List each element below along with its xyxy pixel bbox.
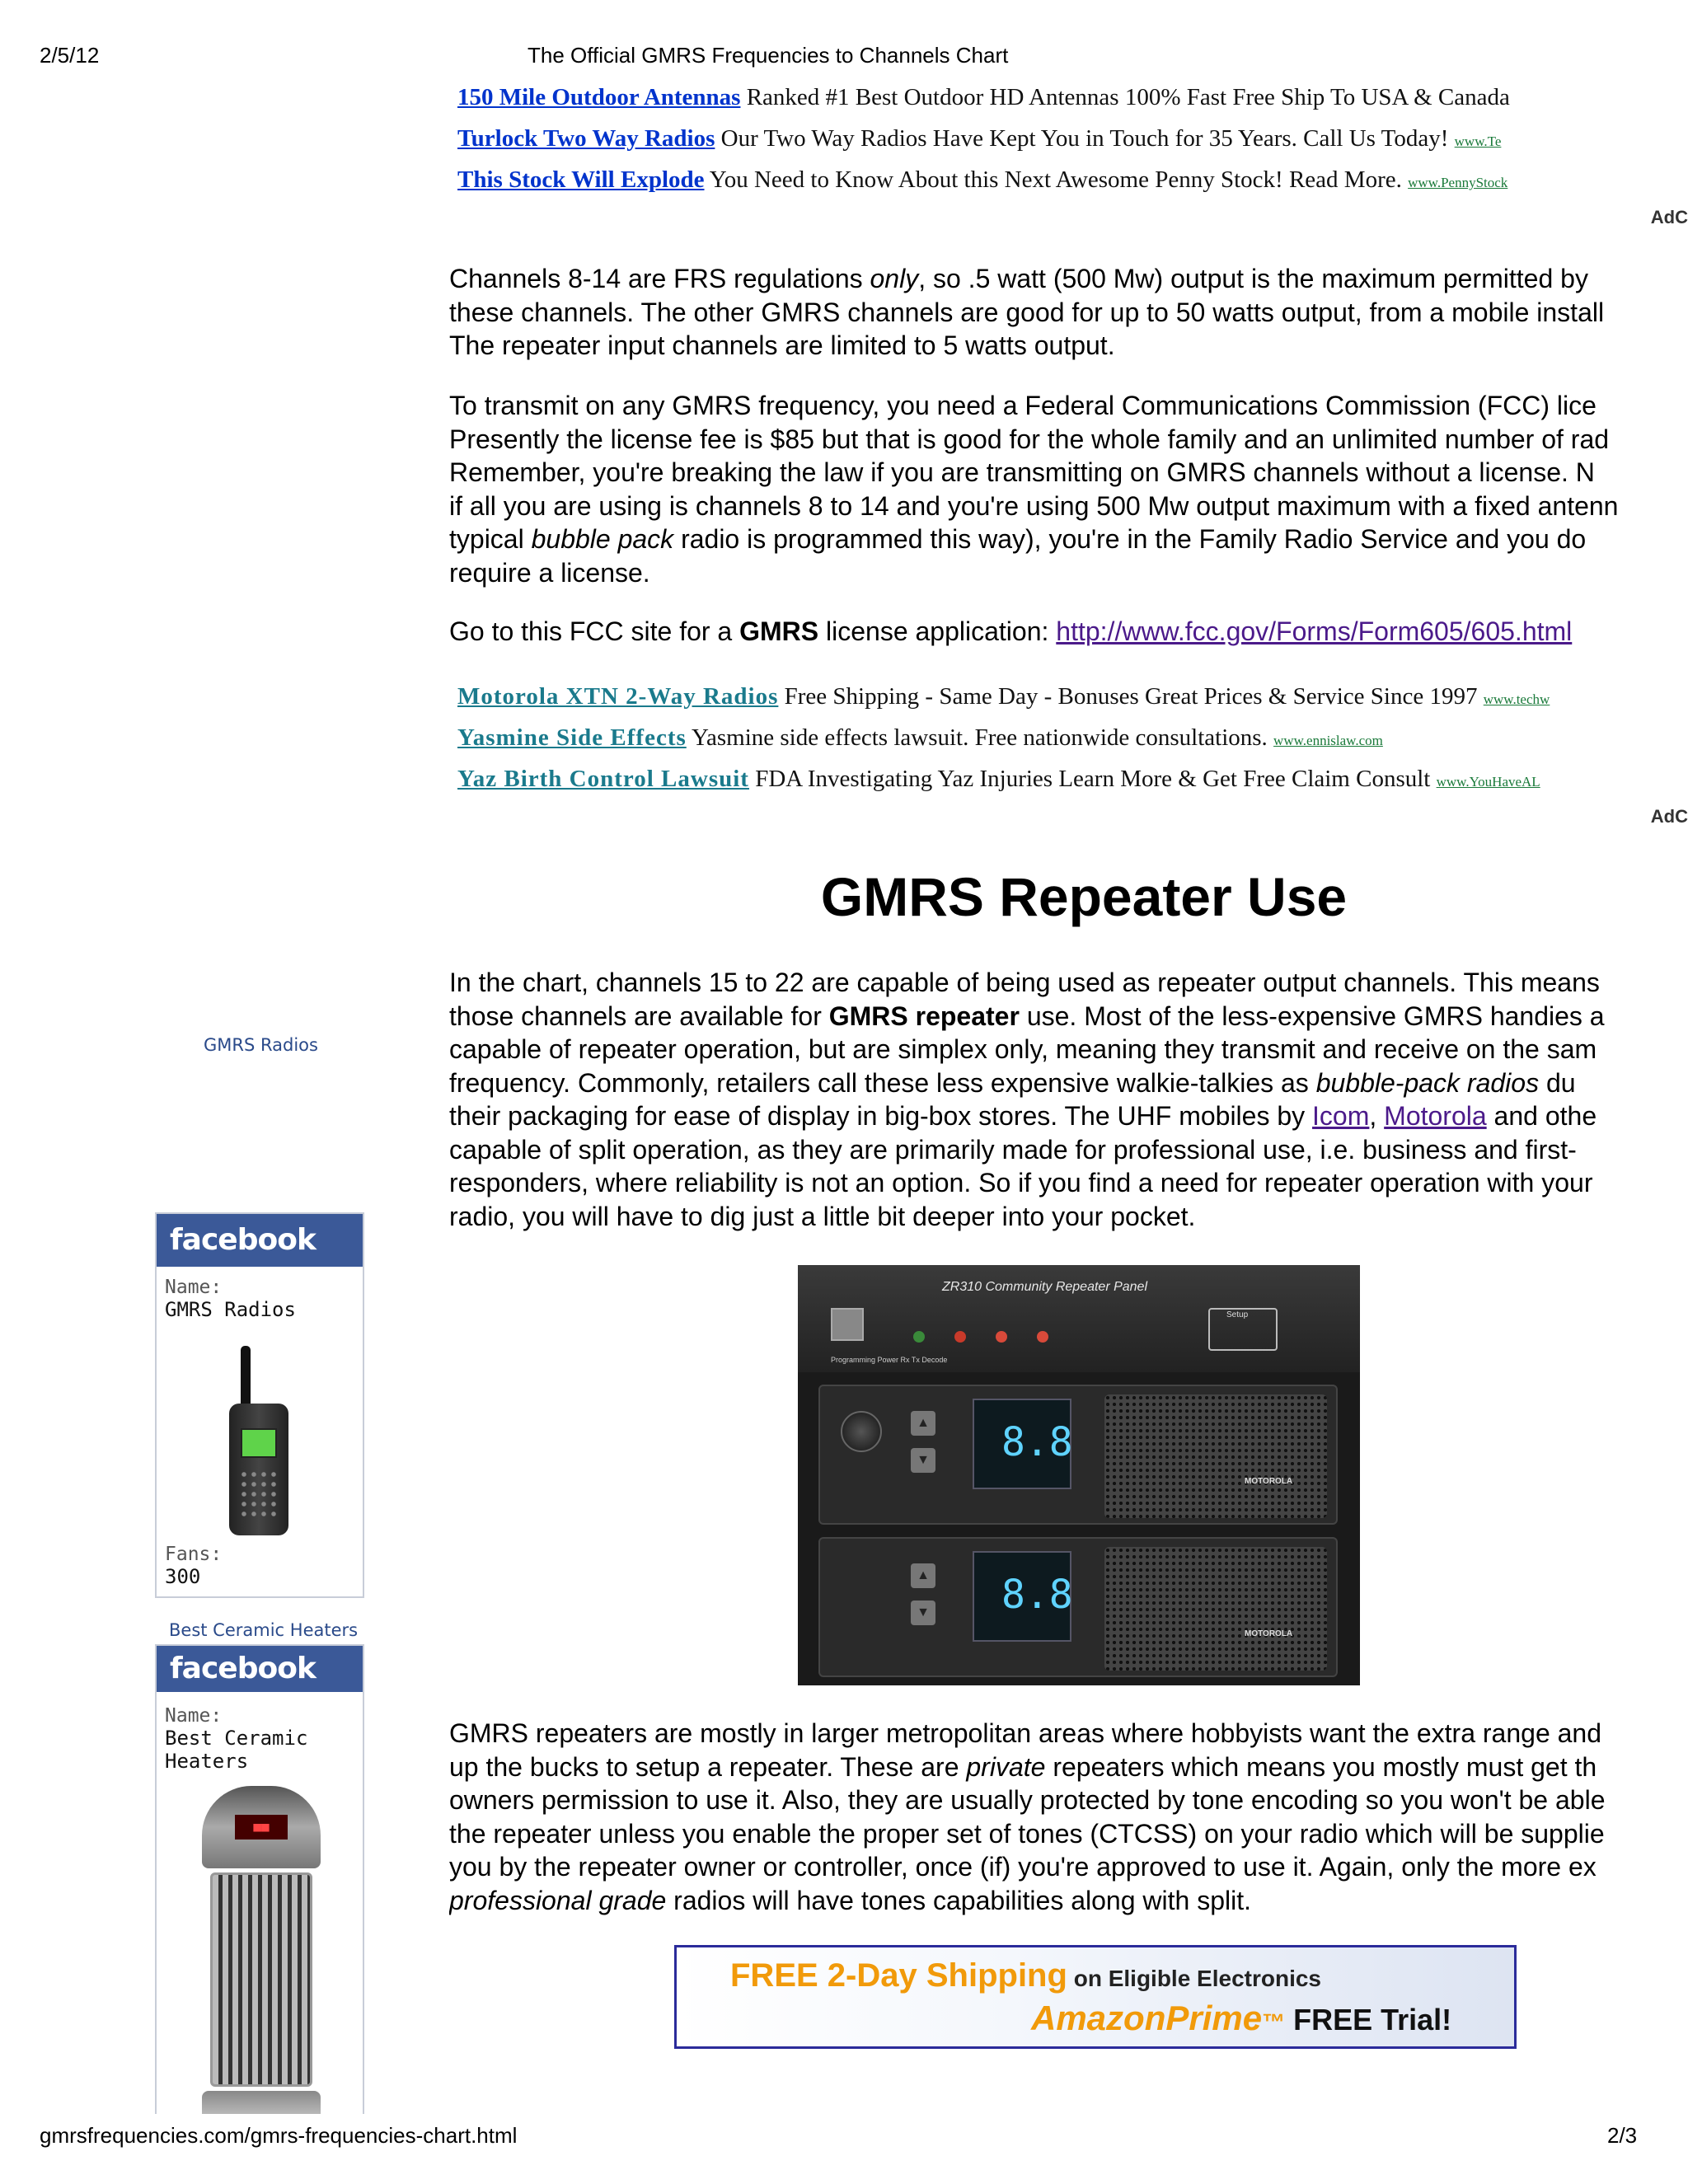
main-content (449, 0, 1688, 2184)
ad-description: Yasmine side effects lawsuit. Free nationwide consultations. (686, 724, 1274, 751)
motorola-badge: MOTOROLA (1245, 1629, 1293, 1638)
ad-row (457, 717, 1688, 758)
down-arrow-icon: ▼ (911, 1601, 935, 1625)
repeater-panel-photo (798, 1265, 1360, 1685)
ad-row (457, 676, 1688, 717)
text-line: The repeater input channels are limited to 5 watts output. (449, 330, 1115, 360)
text: typical (449, 524, 532, 554)
facebook-widget-gmrs-radios[interactable] (155, 1212, 364, 1598)
text-line: you by the repeater owner or controller, once (if) you're approved to use it. Again, only the more ex (449, 1852, 1597, 1882)
up-arrow-icon: ▲ (911, 1411, 935, 1436)
motorola-mobile-radio-unit (818, 1385, 1338, 1525)
ceramic-heater-image: ■■ (202, 1786, 321, 2114)
text-line: capable of split operation, as they are primarily made for professional use, i.e. business and first- (449, 1134, 1577, 1165)
setup-label: Setup (1226, 1310, 1249, 1319)
adchoices-label[interactable]: AdC (1650, 806, 1688, 827)
fb-fans-label: Fans: (165, 1544, 223, 1565)
text: radio is programmed this way), you're in the Family Radio Service and you do (673, 524, 1587, 554)
fb-page-name[interactable]: GMRS Radios (165, 1298, 296, 1321)
volume-knob-icon (841, 1411, 882, 1452)
text-line: if all you are using is channels 8 to 14 and you're using 500 Mw output maximum with a fixed antenn (449, 490, 1619, 521)
trademark-symbol: ™ (1262, 2009, 1286, 2035)
text: , (1369, 1101, 1385, 1131)
text: frequency. Commonly, retailers call these less expensive walkie-talkies as (449, 1067, 1316, 1098)
emphasis: bubble pack (531, 524, 674, 554)
repeater-paragraph (449, 966, 1688, 1233)
text-line: radio, you will have to dig just a little bit deeper into your pocket. (449, 1201, 1196, 1231)
text-line: To transmit on any GMRS frequency, you need a Federal Communications Commission (FCC) lice (449, 391, 1597, 420)
text-line: these channels. The other GMRS channels are good for up to 50 watts output, from a mobile install (449, 297, 1605, 327)
ad-block-top (457, 77, 1688, 227)
private-repeaters-paragraph (449, 1717, 1688, 1917)
radio-lcd-digits: 8.8 (1001, 1572, 1073, 1618)
facebook-logo: facebook (157, 1214, 363, 1267)
ad-row (457, 758, 1688, 799)
facebook-logo: facebook (157, 1646, 363, 1692)
text-line: owners permission to use it. Also, they are usually protected by tone encoding so you won't be able (449, 1785, 1606, 1815)
ad-link[interactable]: Turlock Two Way Radios (457, 125, 715, 152)
text: du (1539, 1067, 1576, 1098)
fb-fans-count: 300 (165, 1565, 201, 1588)
text-line: capable of repeater operation, but are simplex only, meaning they transmit and receive on the sam (449, 1034, 1597, 1064)
text: up the bucks to setup a repeater. These are (449, 1751, 967, 1782)
banner-free-trial: FREE Trial! (1285, 2003, 1452, 2036)
text-line: the repeater unless you enable the proper set of tones (CTCSS) on your radio which will be supplie (449, 1818, 1605, 1849)
walkie-talkie-image (229, 1346, 288, 1544)
ad-url[interactable]: www.YouHaveAL (1436, 774, 1540, 790)
ad-row (457, 159, 1688, 200)
text: Go to this FCC site for a (449, 616, 740, 646)
motorola-badge: MOTOROLA (1245, 1477, 1293, 1486)
text: those channels are available for (449, 1001, 829, 1031)
fb-name-label: Name: (165, 1277, 223, 1298)
text: , so .5 watt (500 Mw) output is the maximum permitted by (918, 264, 1588, 293)
fcc-form-link[interactable]: http://www.fcc.gov/Forms/Form605/605.html (1056, 616, 1573, 646)
intro-paragraph-2 (449, 389, 1688, 589)
adchoices-label[interactable]: AdC (1650, 207, 1688, 227)
fb-page-name-line2[interactable]: Heaters (165, 1750, 249, 1773)
ad-url[interactable]: www.PennyStock (1408, 175, 1508, 190)
ad-description: Ranked #1 Best Outdoor HD Antennas 100% Fast Free Ship To USA & Canada (740, 84, 1510, 110)
ad-link[interactable]: 150 Mile Outdoor Antennas (457, 84, 741, 110)
fb-page-name-line1[interactable]: Best Ceramic (165, 1727, 308, 1750)
emphasis: only (870, 264, 919, 293)
ad-link[interactable]: Yaz Birth Control Lawsuit (457, 766, 749, 792)
print-page-number: 2/3 (1607, 2123, 1638, 2148)
text-line: Remember, you're breaking the law if you are transmitting on GMRS channels without a license. N (449, 457, 1595, 487)
ad-description: You Need to Know About this Next Awesome Penny Stock! Read More. (704, 166, 1409, 193)
power-led (913, 1331, 925, 1343)
ad-description: FDA Investigating Yaz Injuries Learn More & Get Free Claim Consult (748, 766, 1437, 792)
print-footer-url: gmrsfrequencies.com/gmrs-frequencies-chart.html (40, 2123, 518, 2148)
print-title: The Official GMRS Frequencies to Channels Chart (528, 43, 1009, 68)
text-line: Presently the license fee is $85 but that is good for the whole family and an unlimited number of rad (449, 424, 1610, 454)
text: radios will have tones capabilities along with split. (666, 1885, 1251, 1915)
emphasis: private (966, 1751, 1046, 1782)
decode-led (1037, 1331, 1048, 1343)
speaker-grille (1104, 1394, 1327, 1518)
up-arrow-icon: ▲ (911, 1563, 935, 1588)
panel-title-text: ZR310 Community Repeater Panel (942, 1280, 1148, 1294)
ad-link[interactable]: This Stock Will Explode (457, 166, 705, 193)
motorola-mobile-radio-unit (818, 1537, 1338, 1677)
emphasis: professional grade (449, 1885, 667, 1915)
radio-lcd-digits: 8.8 (1001, 1419, 1073, 1465)
text-line: responders, where reliability is not an option. So if you find a need for repeater operation with your (449, 1168, 1593, 1197)
indicator-labels: Programming Power Rx Tx Decode (831, 1356, 948, 1364)
emphasis: bubble-pack radios (1315, 1067, 1540, 1098)
text: Channels 8-14 are FRS regulations (449, 264, 870, 293)
text: their packaging for ease of display in big-box stores. The UHF mobiles by (449, 1101, 1313, 1131)
fcc-license-paragraph (449, 615, 1688, 649)
facebook-widget-ceramic-heaters[interactable] (155, 1644, 364, 2114)
fb-name-label: Name: (165, 1705, 223, 1727)
icom-link[interactable]: Icom (1312, 1101, 1370, 1131)
section-heading: GMRS Repeater Use (820, 866, 1348, 927)
speaker-grille (1104, 1547, 1327, 1671)
ad-url[interactable]: www.Te (1454, 134, 1502, 149)
amazon-prime-banner[interactable] (674, 1945, 1517, 2049)
ad-url[interactable]: www.techw (1483, 691, 1550, 707)
text: license application: (818, 616, 1057, 646)
strong-text: GMRS repeater (828, 1001, 1020, 1031)
sidebar-link-ceramic-heaters[interactable]: Best Ceramic Heaters (169, 1620, 359, 1640)
ad-url[interactable]: www.ennislaw.com (1273, 733, 1383, 748)
ad-block-middle (457, 676, 1688, 827)
strong-text: GMRS (739, 616, 819, 646)
down-arrow-icon: ▼ (911, 1448, 935, 1473)
ad-description: Free Shipping - Same Day - Bonuses Great Prices & Service Since 1997 (778, 683, 1484, 710)
banner-eligible-electronics: on Eligible Electronics (1067, 1966, 1322, 1991)
sidebar-link-gmrs-radios[interactable]: GMRS Radios (204, 1035, 318, 1055)
text-line: require a license. (449, 557, 650, 588)
tx-led (996, 1331, 1007, 1343)
motorola-link[interactable]: Motorola (1384, 1101, 1487, 1131)
banner-free-shipping: FREE 2-Day Shipping (730, 1957, 1067, 1994)
amazon-prime-logo: AmazonPrime (1031, 1999, 1263, 2037)
text: use. Most of the less-expensive GMRS handies a (1019, 1001, 1605, 1031)
text: repeaters which means you mostly must get th (1045, 1751, 1597, 1782)
text: and othe (1486, 1101, 1597, 1131)
text-line: GMRS repeaters are mostly in larger metropolitan areas where hobbyists want the extra range and (449, 1718, 1602, 1748)
rj45-port-icon (831, 1308, 864, 1341)
ad-link[interactable]: Motorola XTN 2-Way Radios (457, 683, 779, 710)
print-date: 2/5/12 (40, 43, 100, 68)
intro-paragraph-1 (449, 262, 1688, 363)
ad-link[interactable]: Yasmine Side Effects (457, 724, 687, 751)
text-line: In the chart, channels 15 to 22 are capable of being used as repeater output channels. This means (449, 968, 1600, 997)
repeater-panel-face (798, 1265, 1360, 1372)
ad-row (457, 77, 1688, 118)
ad-description: Our Two Way Radios Have Kept You in Touch for 35 Years. Call Us Today! (715, 125, 1455, 152)
rx-led (954, 1331, 966, 1343)
ad-row (457, 118, 1688, 159)
